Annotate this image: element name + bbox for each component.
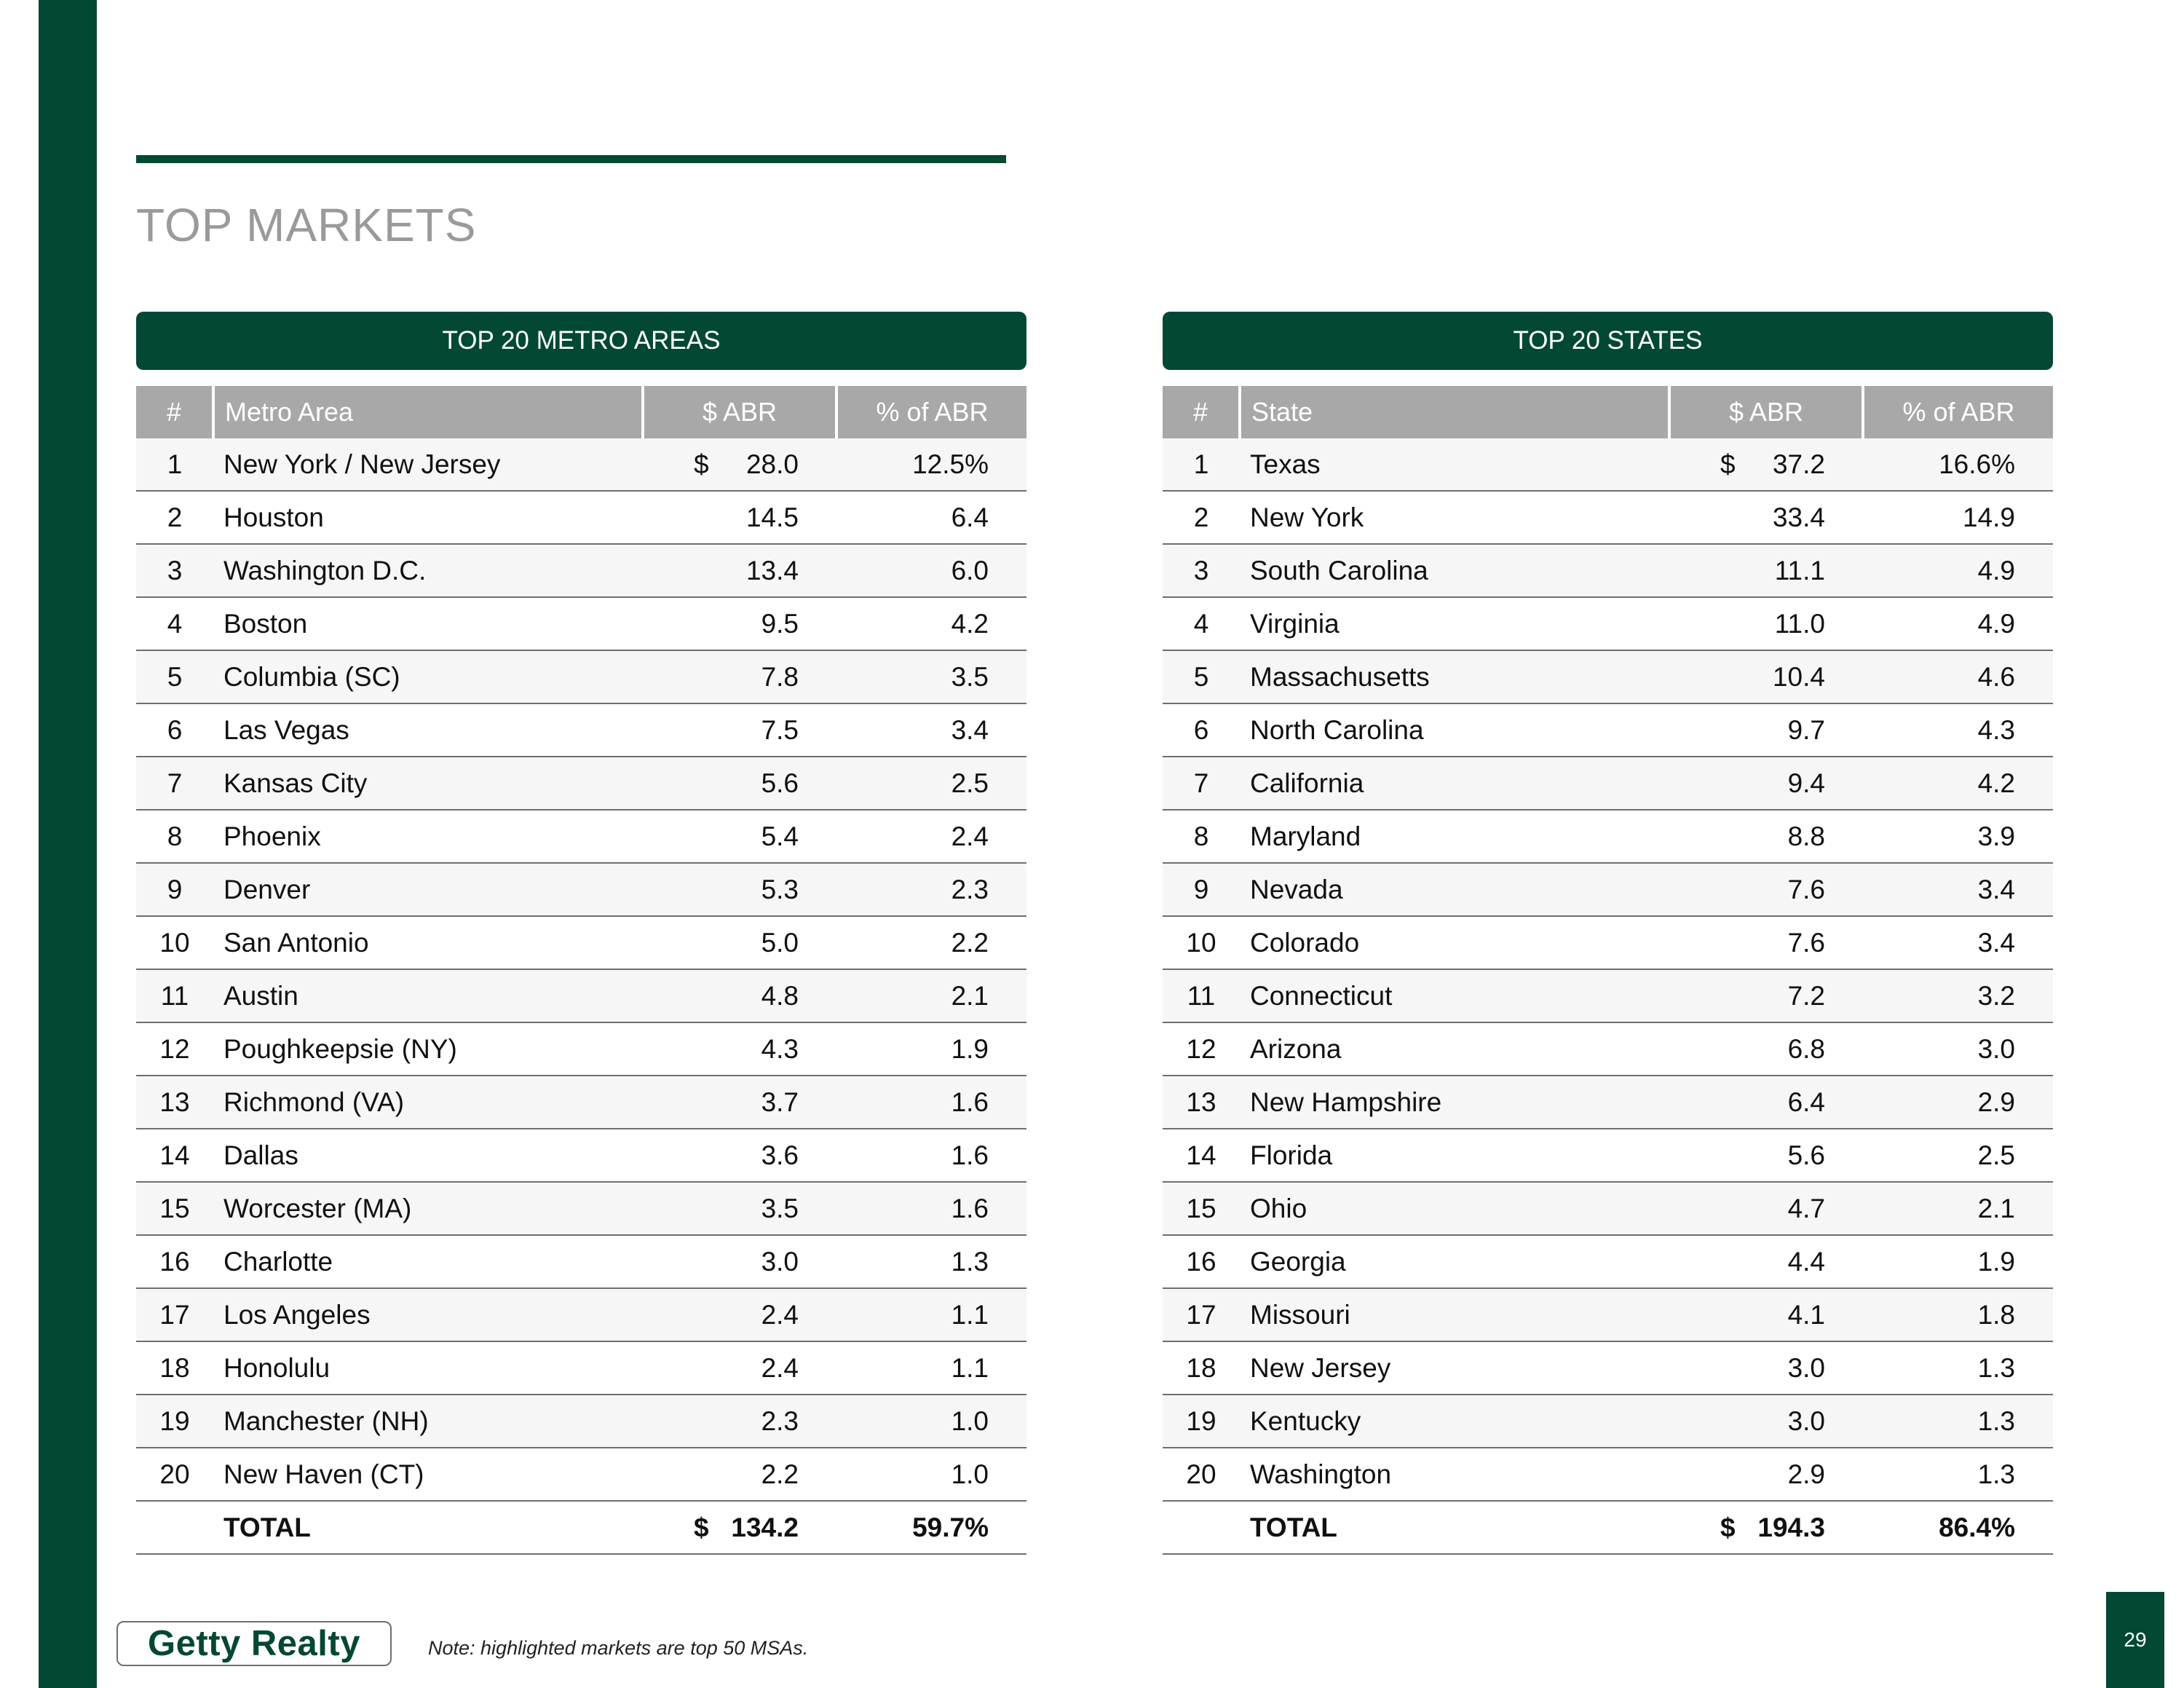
abr-value: 4.8 bbox=[761, 980, 799, 1011]
metro-area-cell: Las Vegas bbox=[213, 703, 643, 757]
abr-value: 6.8 bbox=[1787, 1033, 1825, 1064]
table-header-row bbox=[136, 386, 1026, 438]
abr-cell bbox=[1669, 491, 1863, 544]
table-row bbox=[1163, 1341, 2053, 1395]
rank-cell: 10 bbox=[1163, 916, 1240, 969]
abr-cell bbox=[1669, 1182, 1863, 1235]
pct-abr-cell: 2.9 bbox=[1863, 1076, 2053, 1129]
abr-value: 8.8 bbox=[1787, 821, 1825, 851]
column-header-pct-abr: % of ABR bbox=[1863, 386, 2053, 438]
abr-value: 10.4 bbox=[1772, 661, 1825, 692]
rank-cell: 18 bbox=[1163, 1341, 1240, 1395]
page-title: TOP MARKETS bbox=[136, 199, 477, 251]
rank-cell: 3 bbox=[136, 544, 213, 597]
pct-abr-cell: 4.9 bbox=[1863, 597, 2053, 650]
pct-abr-cell: 1.3 bbox=[1863, 1341, 2053, 1395]
abr-cell bbox=[1669, 1129, 1863, 1182]
pct-abr-cell: 4.2 bbox=[836, 597, 1026, 650]
table-row bbox=[1163, 810, 2053, 863]
dollar-sign: $ bbox=[1720, 449, 1736, 479]
metro-area-cell: New York / New Jersey bbox=[213, 438, 643, 491]
abr-cell bbox=[643, 544, 836, 597]
abr-cell bbox=[643, 863, 836, 916]
pct-abr-cell: 1.0 bbox=[836, 1448, 1026, 1501]
abr-value: 33.4 bbox=[1772, 502, 1825, 532]
abr-value: 13.4 bbox=[745, 555, 799, 585]
rank-cell bbox=[1163, 1501, 1240, 1554]
abr-cell bbox=[1669, 1341, 1863, 1395]
pct-abr-cell: 1.3 bbox=[1863, 1395, 2053, 1448]
metro-area-cell: Worcester (MA) bbox=[213, 1182, 643, 1235]
abr-value: 7.5 bbox=[761, 714, 799, 745]
pct-abr-cell: 1.9 bbox=[1863, 1235, 2053, 1288]
table-row bbox=[1163, 1448, 2053, 1501]
abr-value: 3.0 bbox=[1787, 1352, 1825, 1383]
metro-area-cell: Los Angeles bbox=[213, 1288, 643, 1341]
abr-cell bbox=[643, 916, 836, 969]
metro-areas-table bbox=[136, 386, 1026, 1555]
metro-area-cell: Poughkeepsie (NY) bbox=[213, 1022, 643, 1076]
states-header: TOP 20 STATES bbox=[1163, 312, 2053, 370]
rank-cell: 8 bbox=[1163, 810, 1240, 863]
abr-value: 5.6 bbox=[761, 768, 799, 798]
pct-abr-cell: 4.2 bbox=[1863, 757, 2053, 810]
total-label: TOTAL bbox=[213, 1501, 643, 1554]
metro-areas-panel bbox=[136, 312, 1026, 1555]
state-cell: Missouri bbox=[1240, 1288, 1669, 1341]
pct-abr-cell: 1.6 bbox=[836, 1076, 1026, 1129]
table-row bbox=[1163, 1182, 2053, 1235]
table-row bbox=[1163, 1288, 2053, 1341]
abr-cell bbox=[643, 810, 836, 863]
column-header-rank: # bbox=[136, 386, 213, 438]
rank-cell: 20 bbox=[1163, 1448, 1240, 1501]
metro-areas-header: TOP 20 METRO AREAS bbox=[136, 312, 1026, 370]
abr-value: 7.2 bbox=[1787, 980, 1825, 1011]
abr-cell bbox=[643, 1395, 836, 1448]
total-abr-cell bbox=[643, 1501, 836, 1554]
pct-abr-cell: 14.9 bbox=[1863, 491, 2053, 544]
rank-cell: 3 bbox=[1163, 544, 1240, 597]
abr-value: 3.5 bbox=[761, 1193, 799, 1223]
table-row bbox=[136, 1448, 1026, 1501]
abr-value: 2.4 bbox=[761, 1352, 799, 1383]
table-row bbox=[136, 1076, 1026, 1129]
state-cell: Maryland bbox=[1240, 810, 1669, 863]
state-cell: Ohio bbox=[1240, 1182, 1669, 1235]
table-row bbox=[136, 969, 1026, 1022]
metro-area-cell: San Antonio bbox=[213, 916, 643, 969]
table-row bbox=[136, 1288, 1026, 1341]
column-header-abr: $ ABR bbox=[643, 386, 836, 438]
dollar-sign: $ bbox=[1720, 1512, 1736, 1542]
pct-abr-cell: 3.2 bbox=[1863, 969, 2053, 1022]
state-cell: California bbox=[1240, 757, 1669, 810]
abr-value: 3.6 bbox=[761, 1140, 799, 1170]
pct-abr-cell: 4.9 bbox=[1863, 544, 2053, 597]
rank-cell: 7 bbox=[1163, 757, 1240, 810]
rank-cell: 8 bbox=[136, 810, 213, 863]
table-row bbox=[1163, 1076, 2053, 1129]
table-row bbox=[136, 438, 1026, 491]
table-row bbox=[136, 703, 1026, 757]
pct-abr-cell: 4.6 bbox=[1863, 650, 2053, 703]
abr-value: 6.4 bbox=[1787, 1086, 1825, 1117]
rank-cell: 11 bbox=[136, 969, 213, 1022]
table-row bbox=[1163, 916, 2053, 969]
pct-abr-cell: 2.1 bbox=[836, 969, 1026, 1022]
rank-cell: 14 bbox=[1163, 1129, 1240, 1182]
total-row bbox=[136, 1501, 1026, 1554]
table-row bbox=[136, 1341, 1026, 1395]
pct-abr-cell: 6.0 bbox=[836, 544, 1026, 597]
state-cell: New Hampshire bbox=[1240, 1076, 1669, 1129]
rank-cell: 15 bbox=[1163, 1182, 1240, 1235]
abr-value: 4.4 bbox=[1787, 1246, 1825, 1277]
table-row bbox=[136, 1395, 1026, 1448]
rank-cell: 19 bbox=[136, 1395, 213, 1448]
abr-value: 7.6 bbox=[1787, 874, 1825, 904]
state-cell: North Carolina bbox=[1240, 703, 1669, 757]
abr-value: 11.1 bbox=[1774, 555, 1825, 585]
abr-value: 2.4 bbox=[761, 1299, 799, 1330]
pct-abr-cell: 1.9 bbox=[836, 1022, 1026, 1076]
pct-abr-cell: 3.5 bbox=[836, 650, 1026, 703]
abr-value: 28.0 bbox=[745, 449, 799, 479]
state-cell: Massachusetts bbox=[1240, 650, 1669, 703]
state-cell: Georgia bbox=[1240, 1235, 1669, 1288]
pct-abr-cell: 6.4 bbox=[836, 491, 1026, 544]
rank-cell: 20 bbox=[136, 1448, 213, 1501]
table-row bbox=[136, 1235, 1026, 1288]
rank-cell: 17 bbox=[1163, 1288, 1240, 1341]
abr-cell bbox=[643, 757, 836, 810]
pct-abr-cell: 2.3 bbox=[836, 863, 1026, 916]
state-cell: Nevada bbox=[1240, 863, 1669, 916]
pct-abr-cell: 1.6 bbox=[836, 1129, 1026, 1182]
table-row bbox=[1163, 1129, 2053, 1182]
abr-cell bbox=[1669, 703, 1863, 757]
abr-cell bbox=[1669, 916, 1863, 969]
rank-cell: 9 bbox=[1163, 863, 1240, 916]
abr-cell bbox=[1669, 969, 1863, 1022]
metro-area-cell: Charlotte bbox=[213, 1235, 643, 1288]
left-accent-bar bbox=[39, 0, 97, 1688]
table-row bbox=[1163, 650, 2053, 703]
getty-realty-logo: Getty Realty bbox=[116, 1621, 392, 1666]
table-row bbox=[136, 650, 1026, 703]
abr-value: 4.1 bbox=[1787, 1299, 1825, 1330]
metro-area-cell: Dallas bbox=[213, 1129, 643, 1182]
column-header-rank: # bbox=[1163, 386, 1240, 438]
total-abr-value: 134.2 bbox=[731, 1512, 799, 1542]
pct-abr-cell: 3.4 bbox=[1863, 916, 2053, 969]
abr-value: 4.3 bbox=[761, 1033, 799, 1064]
abr-cell bbox=[643, 969, 836, 1022]
footnote: Note: highlighted markets are top 50 MSAs. bbox=[428, 1637, 809, 1659]
pct-abr-cell: 16.6% bbox=[1863, 438, 2053, 491]
rank-cell: 10 bbox=[136, 916, 213, 969]
abr-value: 7.8 bbox=[761, 661, 799, 692]
pct-abr-cell: 12.5% bbox=[836, 438, 1026, 491]
rank-cell: 15 bbox=[136, 1182, 213, 1235]
state-cell: New Jersey bbox=[1240, 1341, 1669, 1395]
rank-cell: 4 bbox=[1163, 597, 1240, 650]
abr-value: 5.3 bbox=[761, 874, 799, 904]
abr-cell bbox=[643, 438, 836, 491]
rank-cell: 13 bbox=[1163, 1076, 1240, 1129]
states-panel bbox=[1163, 312, 2053, 1555]
rank-cell: 5 bbox=[1163, 650, 1240, 703]
state-cell: Texas bbox=[1240, 438, 1669, 491]
metro-area-cell: Boston bbox=[213, 597, 643, 650]
pct-abr-cell: 3.9 bbox=[1863, 810, 2053, 863]
abr-cell bbox=[1669, 650, 1863, 703]
abr-value: 3.0 bbox=[1787, 1405, 1825, 1436]
metro-area-cell: Manchester (NH) bbox=[213, 1395, 643, 1448]
state-cell: Washington bbox=[1240, 1448, 1669, 1501]
rank-cell: 6 bbox=[136, 703, 213, 757]
state-cell: South Carolina bbox=[1240, 544, 1669, 597]
title-rule bbox=[136, 155, 1006, 163]
table-header-row bbox=[1163, 386, 2053, 438]
rank-cell: 16 bbox=[136, 1235, 213, 1288]
table-row bbox=[1163, 491, 2053, 544]
abr-value: 7.6 bbox=[1787, 927, 1825, 958]
rank-cell: 18 bbox=[136, 1341, 213, 1395]
column-header-metro-area: Metro Area bbox=[213, 386, 643, 438]
abr-value: 5.6 bbox=[1787, 1140, 1825, 1170]
total-pct-abr-cell: 86.4% bbox=[1863, 1501, 2053, 1554]
pct-abr-cell: 2.1 bbox=[1863, 1182, 2053, 1235]
abr-value: 14.5 bbox=[745, 502, 799, 532]
abr-cell bbox=[643, 1022, 836, 1076]
rank-cell: 4 bbox=[136, 597, 213, 650]
metro-area-cell: Columbia (SC) bbox=[213, 650, 643, 703]
pct-abr-cell: 2.4 bbox=[836, 810, 1026, 863]
abr-cell bbox=[643, 1076, 836, 1129]
table-row bbox=[1163, 1235, 2053, 1288]
total-abr-cell bbox=[1669, 1501, 1863, 1554]
dollar-sign: $ bbox=[694, 449, 709, 479]
rank-cell: 2 bbox=[1163, 491, 1240, 544]
metro-areas-body bbox=[136, 438, 1026, 1554]
abr-cell bbox=[1669, 1022, 1863, 1076]
abr-cell bbox=[1669, 1288, 1863, 1341]
rank-cell: 12 bbox=[1163, 1022, 1240, 1076]
table-row bbox=[1163, 1395, 2053, 1448]
table-row bbox=[136, 863, 1026, 916]
rank-cell: 1 bbox=[136, 438, 213, 491]
metro-area-cell: Richmond (VA) bbox=[213, 1076, 643, 1129]
metro-area-cell: Austin bbox=[213, 969, 643, 1022]
state-cell: New York bbox=[1240, 491, 1669, 544]
abr-value: 37.2 bbox=[1772, 449, 1825, 479]
abr-value: 5.4 bbox=[761, 821, 799, 851]
state-cell: Virginia bbox=[1240, 597, 1669, 650]
metro-area-cell: Houston bbox=[213, 491, 643, 544]
state-cell: Colorado bbox=[1240, 916, 1669, 969]
rank-cell: 2 bbox=[136, 491, 213, 544]
table-row bbox=[136, 1182, 1026, 1235]
rank-cell bbox=[136, 1501, 213, 1554]
total-pct-abr-cell: 59.7% bbox=[836, 1501, 1026, 1554]
table-row bbox=[136, 1022, 1026, 1076]
table-row bbox=[1163, 757, 2053, 810]
abr-cell bbox=[1669, 810, 1863, 863]
rank-cell: 14 bbox=[136, 1129, 213, 1182]
abr-cell bbox=[1669, 597, 1863, 650]
abr-cell bbox=[1669, 438, 1863, 491]
metro-area-cell: New Haven (CT) bbox=[213, 1448, 643, 1501]
pct-abr-cell: 3.4 bbox=[1863, 863, 2053, 916]
table-row bbox=[1163, 597, 2053, 650]
abr-cell bbox=[643, 491, 836, 544]
pct-abr-cell: 2.5 bbox=[836, 757, 1026, 810]
state-cell: Florida bbox=[1240, 1129, 1669, 1182]
abr-cell bbox=[1669, 757, 1863, 810]
pct-abr-cell: 2.5 bbox=[1863, 1129, 2053, 1182]
abr-cell bbox=[643, 1288, 836, 1341]
total-row bbox=[1163, 1501, 2053, 1554]
abr-cell bbox=[643, 1448, 836, 1501]
pct-abr-cell: 1.1 bbox=[836, 1288, 1026, 1341]
table-row bbox=[136, 597, 1026, 650]
pct-abr-cell: 3.4 bbox=[836, 703, 1026, 757]
abr-value: 5.0 bbox=[761, 927, 799, 958]
abr-cell bbox=[1669, 544, 1863, 597]
column-header-abr: $ ABR bbox=[1669, 386, 1863, 438]
rank-cell: 13 bbox=[136, 1076, 213, 1129]
rank-cell: 19 bbox=[1163, 1395, 1240, 1448]
column-header-pct-abr: % of ABR bbox=[836, 386, 1026, 438]
total-abr-value: 194.3 bbox=[1757, 1512, 1825, 1542]
metro-area-cell: Kansas City bbox=[213, 757, 643, 810]
pct-abr-cell: 1.0 bbox=[836, 1395, 1026, 1448]
table-row bbox=[136, 810, 1026, 863]
metro-area-cell: Phoenix bbox=[213, 810, 643, 863]
table-row bbox=[136, 544, 1026, 597]
table-row bbox=[136, 1129, 1026, 1182]
state-cell: Kentucky bbox=[1240, 1395, 1669, 1448]
table-row bbox=[1163, 544, 2053, 597]
rank-cell: 12 bbox=[136, 1022, 213, 1076]
metro-area-cell: Denver bbox=[213, 863, 643, 916]
state-cell: Connecticut bbox=[1240, 969, 1669, 1022]
abr-cell bbox=[643, 703, 836, 757]
states-table bbox=[1163, 386, 2053, 1555]
table-row bbox=[1163, 1022, 2053, 1076]
rank-cell: 7 bbox=[136, 757, 213, 810]
abr-cell bbox=[643, 650, 836, 703]
pct-abr-cell: 1.3 bbox=[836, 1235, 1026, 1288]
abr-value: 3.7 bbox=[761, 1086, 799, 1117]
table-row bbox=[1163, 703, 2053, 757]
pct-abr-cell: 1.6 bbox=[836, 1182, 1026, 1235]
abr-value: 3.0 bbox=[761, 1246, 799, 1277]
rank-cell: 9 bbox=[136, 863, 213, 916]
pct-abr-cell: 3.0 bbox=[1863, 1022, 2053, 1076]
abr-cell bbox=[643, 1129, 836, 1182]
pct-abr-cell: 1.1 bbox=[836, 1341, 1026, 1395]
table-row bbox=[1163, 863, 2053, 916]
table-row bbox=[136, 916, 1026, 969]
pct-abr-cell: 4.3 bbox=[1863, 703, 2053, 757]
table-row bbox=[136, 757, 1026, 810]
abr-value: 2.3 bbox=[761, 1405, 799, 1436]
abr-value: 9.4 bbox=[1787, 768, 1825, 798]
column-header-state: State bbox=[1240, 386, 1669, 438]
abr-value: 2.2 bbox=[761, 1459, 799, 1489]
abr-cell bbox=[643, 1235, 836, 1288]
state-cell: Arizona bbox=[1240, 1022, 1669, 1076]
abr-value: 2.9 bbox=[1787, 1459, 1825, 1489]
page-number: 29 bbox=[2106, 1592, 2164, 1688]
pct-abr-cell: 2.2 bbox=[836, 916, 1026, 969]
metro-area-cell: Honolulu bbox=[213, 1341, 643, 1395]
abr-value: 9.7 bbox=[1787, 714, 1825, 745]
metro-area-cell: Washington D.C. bbox=[213, 544, 643, 597]
rank-cell: 1 bbox=[1163, 438, 1240, 491]
pct-abr-cell: 1.3 bbox=[1863, 1448, 2053, 1501]
table-row bbox=[1163, 969, 2053, 1022]
dollar-sign: $ bbox=[694, 1512, 709, 1542]
abr-cell bbox=[1669, 1235, 1863, 1288]
rank-cell: 5 bbox=[136, 650, 213, 703]
abr-cell bbox=[643, 597, 836, 650]
table-row bbox=[1163, 438, 2053, 491]
pct-abr-cell: 1.8 bbox=[1863, 1288, 2053, 1341]
rank-cell: 6 bbox=[1163, 703, 1240, 757]
rank-cell: 16 bbox=[1163, 1235, 1240, 1288]
states-body bbox=[1163, 438, 2053, 1554]
abr-cell bbox=[643, 1341, 836, 1395]
abr-cell bbox=[1669, 863, 1863, 916]
abr-cell bbox=[1669, 1448, 1863, 1501]
rank-cell: 17 bbox=[136, 1288, 213, 1341]
abr-value: 11.0 bbox=[1774, 608, 1825, 639]
table-row bbox=[136, 491, 1026, 544]
total-label: TOTAL bbox=[1240, 1501, 1669, 1554]
abr-value: 9.5 bbox=[761, 608, 799, 639]
abr-value: 4.7 bbox=[1787, 1193, 1825, 1223]
rank-cell: 11 bbox=[1163, 969, 1240, 1022]
abr-cell bbox=[1669, 1076, 1863, 1129]
abr-cell bbox=[643, 1182, 836, 1235]
abr-cell bbox=[1669, 1395, 1863, 1448]
